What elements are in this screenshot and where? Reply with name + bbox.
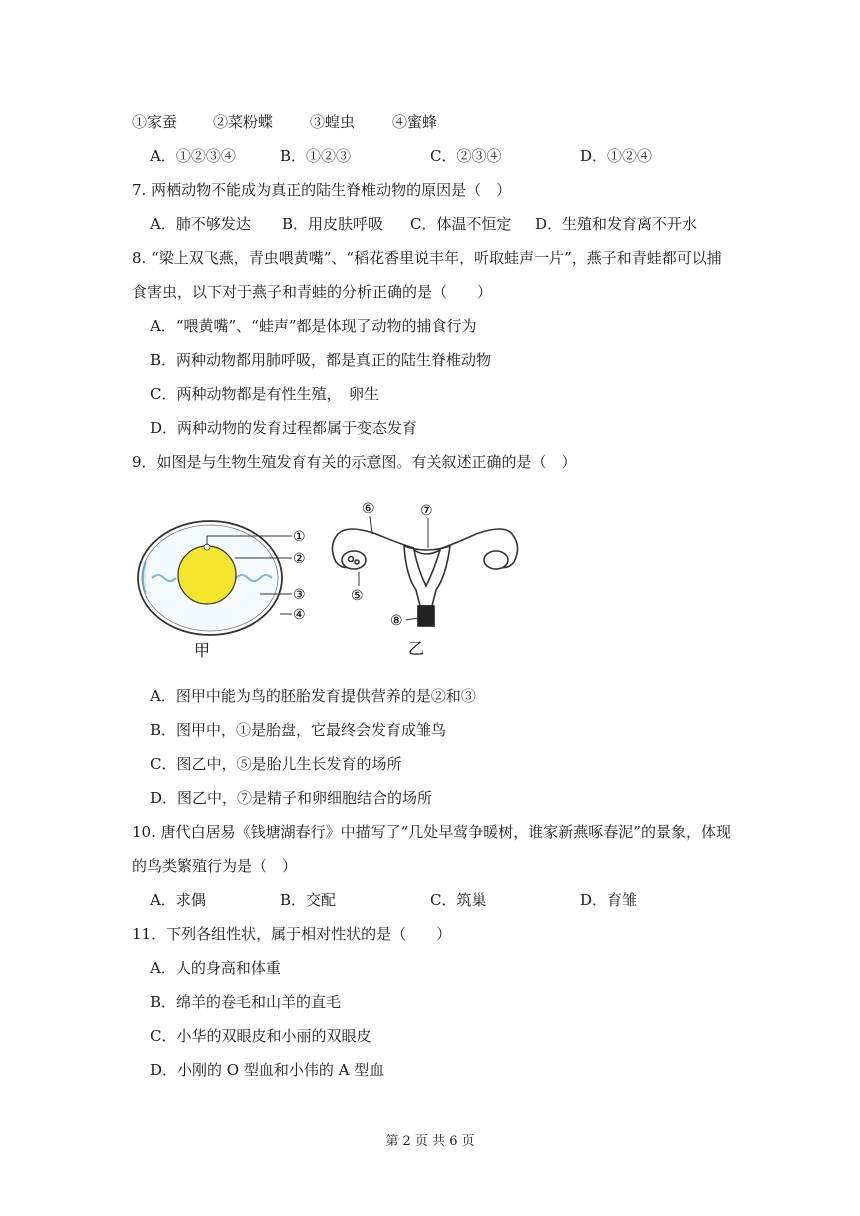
q11-option-c: C．小华的双眼皮和小丽的双眼皮 [150,1027,372,1045]
q11-option-d: D．小刚的 O 型血和小伟的 A 型血 [150,1061,385,1079]
reproduction-diagram [132,490,532,665]
page-footer: 第 2 页 共 6 页 [385,1134,475,1149]
q9-option-b: B．图甲中，①是胎盘，它最终会发育成雏鸟 [150,721,447,739]
label-5: ⑤ [351,588,364,604]
uterus [404,546,450,606]
q9-stem: 9．如图是与生物生殖发育有关的示意图。有关叙述正确的是（ ） [132,453,577,471]
q8-option-d: D．两种动物的发育过程都属于变态发育 [150,419,418,437]
egg-yolk [178,546,236,604]
option-b: B．①②③ [280,147,352,165]
right-oviduct [442,529,512,548]
q10-stem-line2: 的鸟类繁殖行为是（ ） [132,857,298,875]
q9-figure [132,490,532,665]
q11-option-b: B．绵羊的卷毛和山羊的直毛 [150,993,342,1011]
label-8: ⑧ [390,613,403,629]
q8-option-a: A．“喂黄嘴”、“蛙声”都是体现了动物的捕食行为 [150,317,477,335]
label-2: ② [293,551,306,567]
label-6: ⑥ [362,501,375,517]
list-item: ①家蚕 [132,113,178,131]
q8-option-b: B．两种动物都用肺呼吸，都是真正的陆生脊椎动物 [150,351,492,369]
option-c: C．体温不恒定 [410,215,512,233]
q11-option-a: A．人的身高和体重 [150,959,281,977]
leader-line [406,618,418,620]
label-yi: 乙 [408,641,425,658]
option-d: D．育雏 [580,891,638,909]
option-a: A．肺不够发达 [150,215,251,233]
list-item: ④蜜蜂 [392,113,438,131]
label-jia: 甲 [194,643,211,660]
q11-stem: 11．下列各组性状，属于相对性状的是（ ） [132,925,452,943]
label-4: ④ [293,607,306,623]
option-d: D．生殖和发育离不开水 [535,215,698,233]
q9-option-d: D．图乙中，⑦是精子和卵细胞结合的场所 [150,789,433,807]
option-b: B．用皮肤呼吸 [282,215,384,233]
right-ovary [484,551,508,569]
q10-stem-line1: 10. 唐代白居易《钱塘湖春行》中描写了“几处早莺争暖树，谁家新燕啄春泥”的景象，体现 [132,823,731,841]
option-a: A．①②③④ [150,147,236,165]
q8-option-c: C．两种动物都是有性生殖， 卵生 [150,385,379,403]
option-c: C．②③④ [430,147,502,165]
list-item: ②菜粉蝶 [213,113,274,131]
label-7: ⑦ [420,503,433,519]
option-b: B．交配 [280,891,337,909]
left-oviduct [338,529,414,548]
vagina [418,606,434,626]
q8-stem-line2: 食害虫，以下对于燕子和青蛙的分析正确的是（ ） [132,283,493,301]
option-c: C．筑巢 [430,891,487,909]
q9-option-a: A．图甲中能为鸟的胚胎发育提供营养的是②和③ [150,687,476,705]
q8-stem-line1: 8. “梁上双飞燕，青虫喂黄嘴”、“稻花香里说丰年，听取蛙声一片”，燕子和青蛙都可以捕 [132,249,722,267]
label-3: ③ [293,587,306,603]
label-1: ① [293,529,306,545]
bird-egg-diagram [138,521,306,660]
option-a: A．求偶 [150,891,206,909]
option-d: D．①②④ [580,147,653,165]
q9-option-c: C．图乙中，⑤是胎儿生长发育的场所 [150,755,402,773]
q7-stem: 7. 两栖动物不能成为真正的陆生脊椎动物的原因是（ ） [132,181,512,199]
female-reproductive-diagram [332,516,517,626]
list-item: ③蝗虫 [310,113,356,131]
